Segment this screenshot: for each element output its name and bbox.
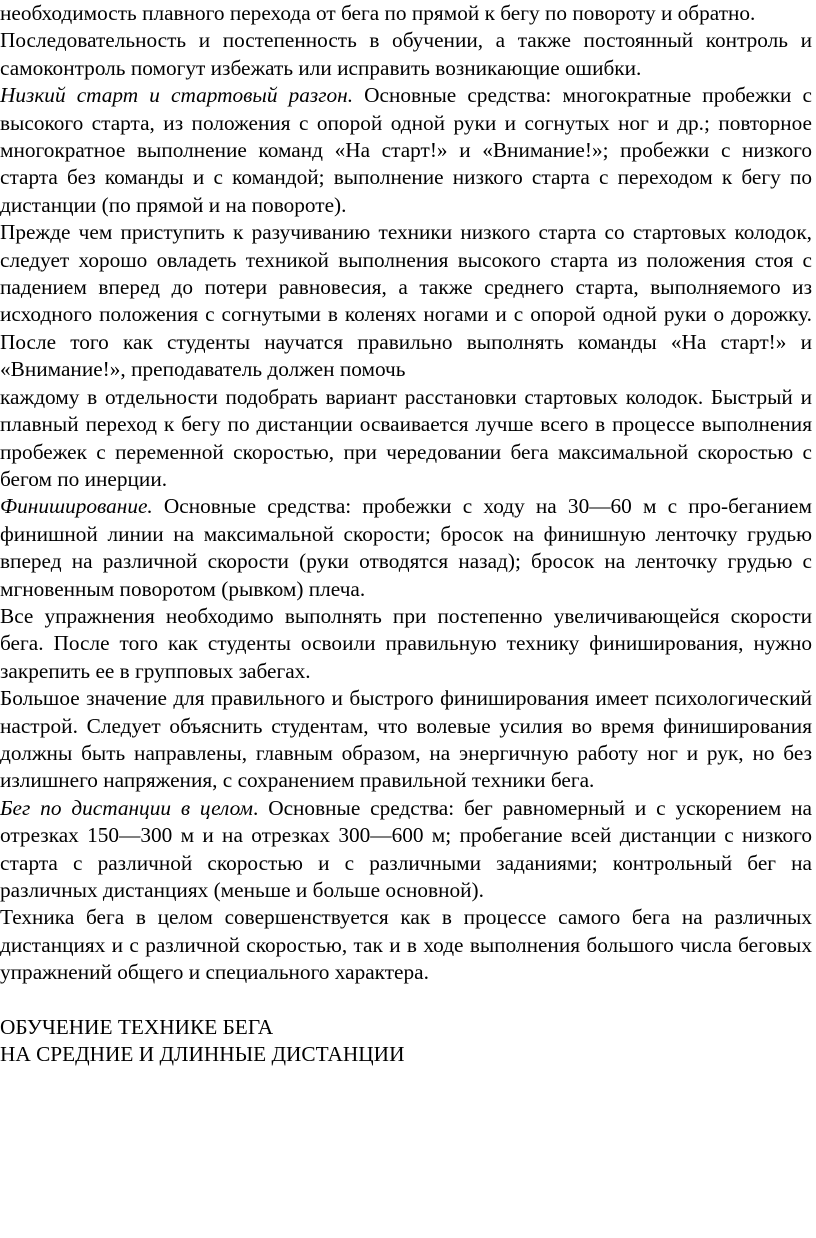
paragraph-blocks: каждому в отдельности подобрать вариант расстановки стартовых колодок. Быстрый и плавный переход к бегу по дистанции осваивается лучше всего в процессе выполнения пробежек с переменной скоростью, при чередовании бега максимальной скоростью с бегом по инерции. — [0, 384, 812, 491]
section-lead-distance-run: Бег по дистанции в целом — [0, 795, 254, 820]
paragraph-exercises: Все упражнения необходимо выполнять при постепенно увеличивающейся скорости бега. После того как студенты освоили правильную технику финиширования, нужно закрепить ее в групповых забегах. — [0, 603, 812, 683]
paragraph-before-learning: Прежде чем приступить к разучиванию техники низкого старта со стартовых колодок, следует хорошо овладеть техникой выполнения высокого старта из положения стоя с падением вперед до потери равновесия, а также среднего старта, выполняемого из исходного положения с согнутыми в коленях ногами и с опорой одной руки о дорожку. После того как студенты научатся правильно выполнять команды «На старт!» и «Внимание!», преподаватель должен помочь — [0, 220, 812, 382]
spacer — [0, 987, 812, 1014]
paragraph-finishing-body: Основные средства: пробежки с ходу на 30—60 м с про-беганием финишной линии на максимальной скорости; бросок на финишную ленточку грудью вперед на различной скорости (руки отводятся назад); бросок на ленточку грудью с мгновенным поворотом (рывком) плеча. — [0, 494, 812, 601]
paragraph-sequence: Последовательность и постепенность в обучении, а также постоянный контроль и самоконтроль помогут избежать или исправить возникающие ошибки. — [0, 28, 812, 80]
section-lead-low-start: Низкий старт и стартовый разгон. — [0, 83, 354, 108]
paragraph-distance-run — [0, 795, 812, 905]
section-lead-finishing: Финиширование. — [0, 494, 153, 519]
paragraph-technique: Техника бега в целом совершенствуется как в процессе самого бега на различных дистанциях и с различной скоростью, так и в ходе выполнения большого числа беговых упражнений общего и специального характера. — [0, 905, 812, 985]
paragraph-transition: необходимость плавного перехода от бега по прямой к бегу по повороту и обратно. — [0, 1, 756, 25]
paragraph-low-start — [0, 82, 812, 219]
paragraph-low-start-body: Основные средства: многократные пробежки с высокого старта, из положения с опорой одной руки и согнутых ног и др.; повторное многократное выполнение команд «На старт!» и «Внимание!»; пробежки с низкого старта без команды и с командой; выполнение низкого старта с переходом к бегу по дистанции (по прямой и на повороте). — [0, 83, 813, 217]
paragraph-finishing — [0, 493, 812, 603]
section-heading-line-2: НА СРЕДНИЕ И ДЛИННЫЕ ДИСТАНЦИИ — [0, 1042, 405, 1067]
section-heading-line-1: ОБУЧЕНИЕ ТЕХНИКЕ БЕГА — [0, 1015, 274, 1040]
paragraph-distance-run-body: . Основные средства: бег равномерный и с ускорением на отрезках 150—300 м и на отрезках 300—600 м; пробегание всей дистанции с низкого старта с различной скоростью и с различными заданиями; контрольный бег на различных дистанциях (меньше и больше основной). — [0, 795, 812, 902]
paragraph-psychology: Большое значение для правильного и быстрого финиширования имеет психологический настрой. Следует объяснить студентам, что волевые усилия во время финиширования должны быть направлены, главным образом, на энергичную работу ног и рук, но без излишнего напряжения, с сохранением правильной техники бега. — [0, 686, 812, 793]
